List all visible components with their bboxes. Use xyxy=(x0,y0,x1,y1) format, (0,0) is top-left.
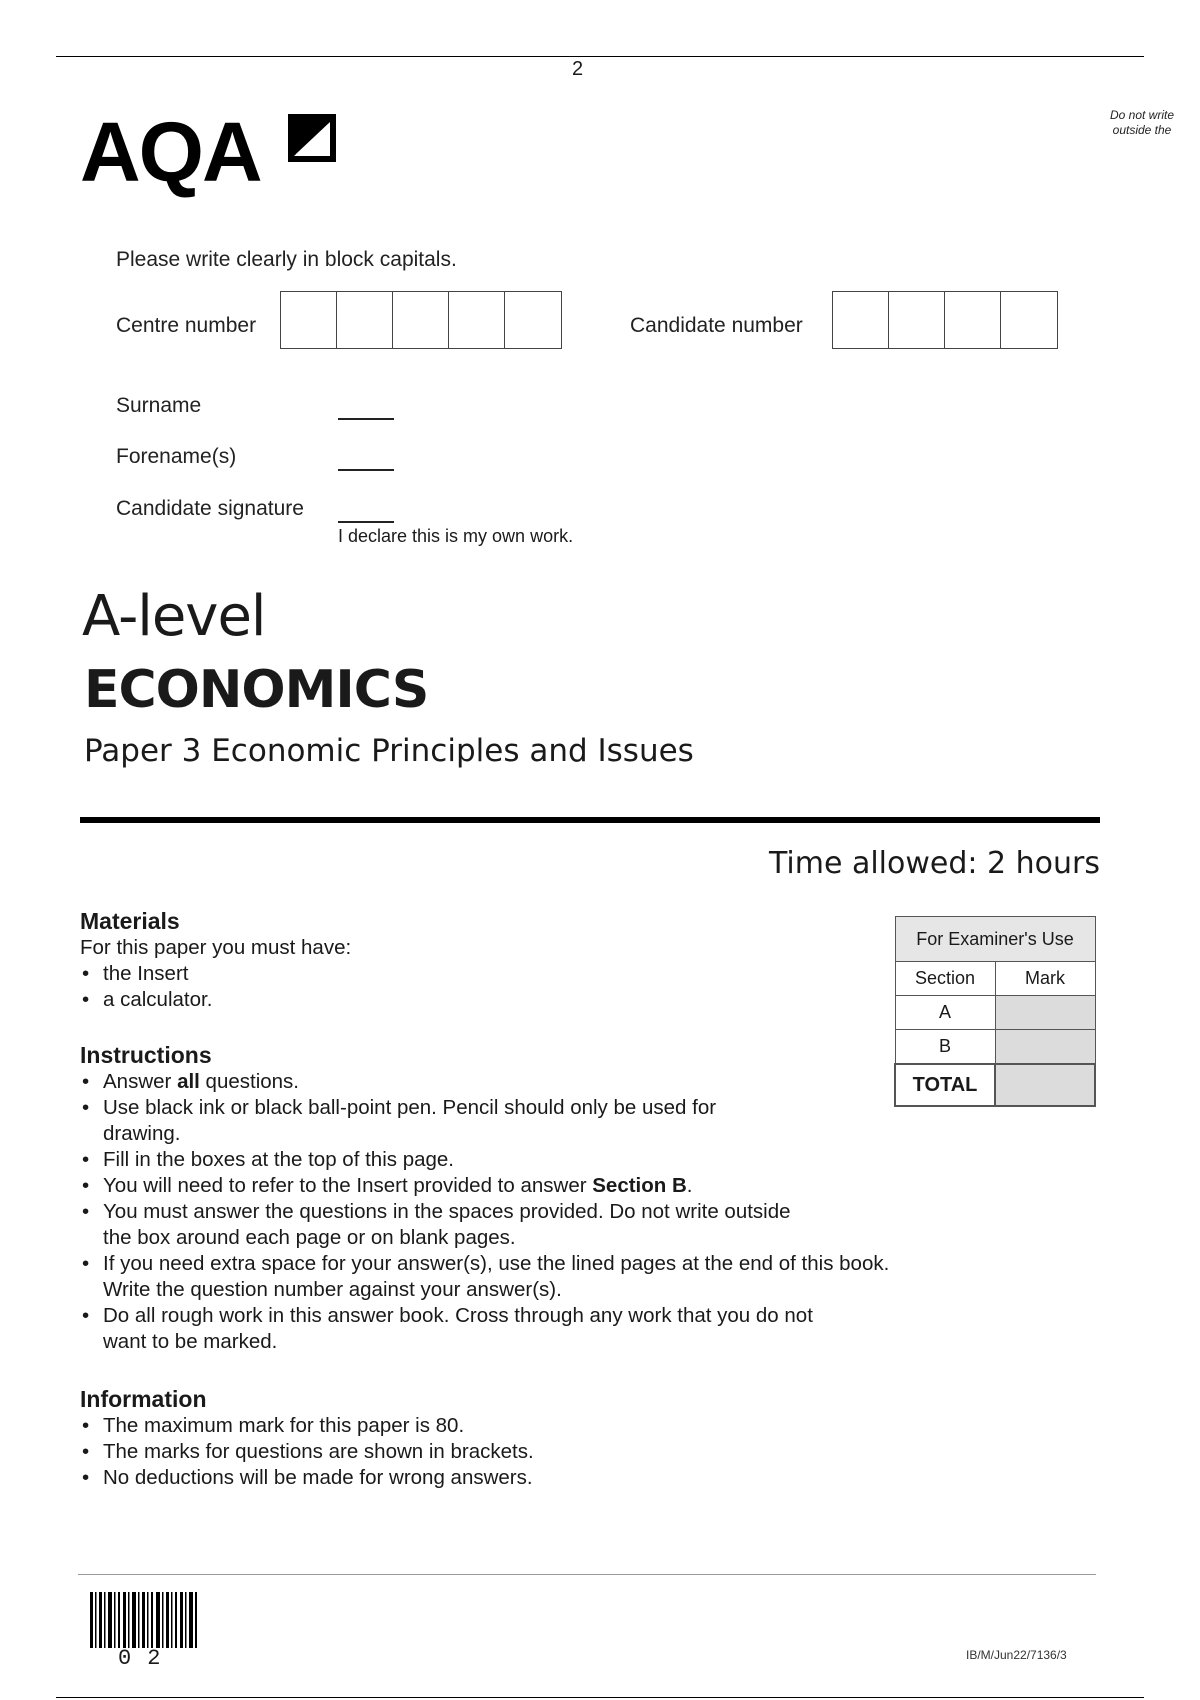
subject-title: ECONOMICS xyxy=(84,660,429,720)
information-heading: Information xyxy=(80,1386,207,1412)
table-row xyxy=(895,1064,1095,1106)
candidate-digit-box[interactable] xyxy=(889,292,945,348)
total-mark-cell xyxy=(995,1064,1095,1106)
centre-digit-box[interactable] xyxy=(337,292,393,348)
instructions-section xyxy=(80,1042,890,1355)
bottom-rule xyxy=(56,1697,1144,1698)
centre-digit-box[interactable] xyxy=(505,292,561,348)
section-cell: B xyxy=(895,1030,995,1065)
candidate-digit-box[interactable] xyxy=(945,292,1001,348)
materials-heading: Materials xyxy=(80,908,180,934)
centre-digit-box[interactable] xyxy=(281,292,337,348)
title-divider xyxy=(80,817,1100,823)
logo-text: AQA xyxy=(80,105,261,199)
qualification-level: A-level xyxy=(82,584,266,649)
centre-number-boxes[interactable] xyxy=(280,291,562,349)
declaration-text: I declare this is my own work. xyxy=(338,526,574,546)
centre-number-label: Centre number xyxy=(116,314,257,337)
materials-section xyxy=(80,908,860,1013)
list-item: • Do all rough work in this answer book. Cross through any work that you do not want to be marked. xyxy=(80,1303,823,1355)
mark-column-header: Mark xyxy=(995,962,1095,996)
signature-label: Candidate signature xyxy=(116,497,304,520)
forenames-field[interactable] xyxy=(338,469,394,471)
candidate-number-boxes[interactable] xyxy=(832,291,1058,349)
total-label: TOTAL xyxy=(895,1064,995,1106)
footer-rule xyxy=(78,1574,1096,1575)
list-item: • Use black ink or black ball-point pen. Pencil should only be used for drawing. xyxy=(80,1095,783,1147)
candidate-number-label: Candidate number xyxy=(630,314,803,337)
information-list xyxy=(80,1413,860,1491)
table-row xyxy=(895,996,1095,1030)
barcode-number: 02 xyxy=(118,1646,177,1671)
list-item: • You must answer the questions in the spaces provided. Do not write outside the box around each page or on blank pages. xyxy=(80,1199,793,1251)
list-item: • Fill in the boxes at the top of this page. xyxy=(80,1147,870,1173)
list-item: • a calculator. xyxy=(80,987,860,1013)
section-cell: A xyxy=(895,996,995,1030)
list-item: • the Insert xyxy=(80,961,860,987)
mark-cell xyxy=(995,996,1095,1030)
list-item: • If you need extra space for your answer(s), use the lined pages at the end of this book. Write the question number against your answer(s). xyxy=(80,1251,893,1303)
signature-field[interactable] xyxy=(338,521,394,523)
margin-note: Do not write outside the xyxy=(1109,108,1175,137)
centre-digit-box[interactable] xyxy=(393,292,449,348)
mark-cell xyxy=(995,1030,1095,1065)
list-item: • Answer all questions. xyxy=(80,1069,870,1095)
paper-reference: IB/M/Jun22/7136/3 xyxy=(966,1648,1067,1662)
materials-intro: For this paper you must have: xyxy=(80,936,352,959)
forenames-label: Forename(s) xyxy=(116,445,237,468)
table-row xyxy=(895,1030,1095,1065)
form-instruction: Please write clearly in block capitals. xyxy=(116,248,457,271)
candidate-digit-box[interactable] xyxy=(1001,292,1057,348)
examiners-use-table xyxy=(894,916,1096,1107)
list-item: • The marks for questions are shown in brackets. xyxy=(80,1439,860,1465)
time-allowed: Time allowed: 2 hours xyxy=(768,846,1100,881)
list-item: • No deductions will be made for wrong answers. xyxy=(80,1465,860,1491)
list-item: • You will need to refer to the Insert provided to answer Section B. xyxy=(80,1173,870,1199)
materials-list xyxy=(80,961,860,1013)
list-item: • The maximum mark for this paper is 80. xyxy=(80,1413,860,1439)
barcode-icon xyxy=(90,1592,200,1648)
centre-digit-box[interactable] xyxy=(449,292,505,348)
paper-title: Paper 3 Economic Principles and Issues xyxy=(84,733,694,769)
aqa-logo xyxy=(80,104,340,200)
candidate-digit-box[interactable] xyxy=(833,292,889,348)
page-number: 2 xyxy=(572,58,584,80)
examiner-table-title: For Examiner's Use xyxy=(895,917,1095,962)
logo-mark-icon xyxy=(284,110,340,168)
top-rule xyxy=(56,56,1144,57)
instructions-list xyxy=(80,1069,890,1355)
instructions-heading: Instructions xyxy=(80,1042,212,1068)
surname-label: Surname xyxy=(116,394,202,417)
section-column-header: Section xyxy=(895,962,995,996)
information-section xyxy=(80,1386,860,1491)
surname-field[interactable] xyxy=(338,418,394,420)
